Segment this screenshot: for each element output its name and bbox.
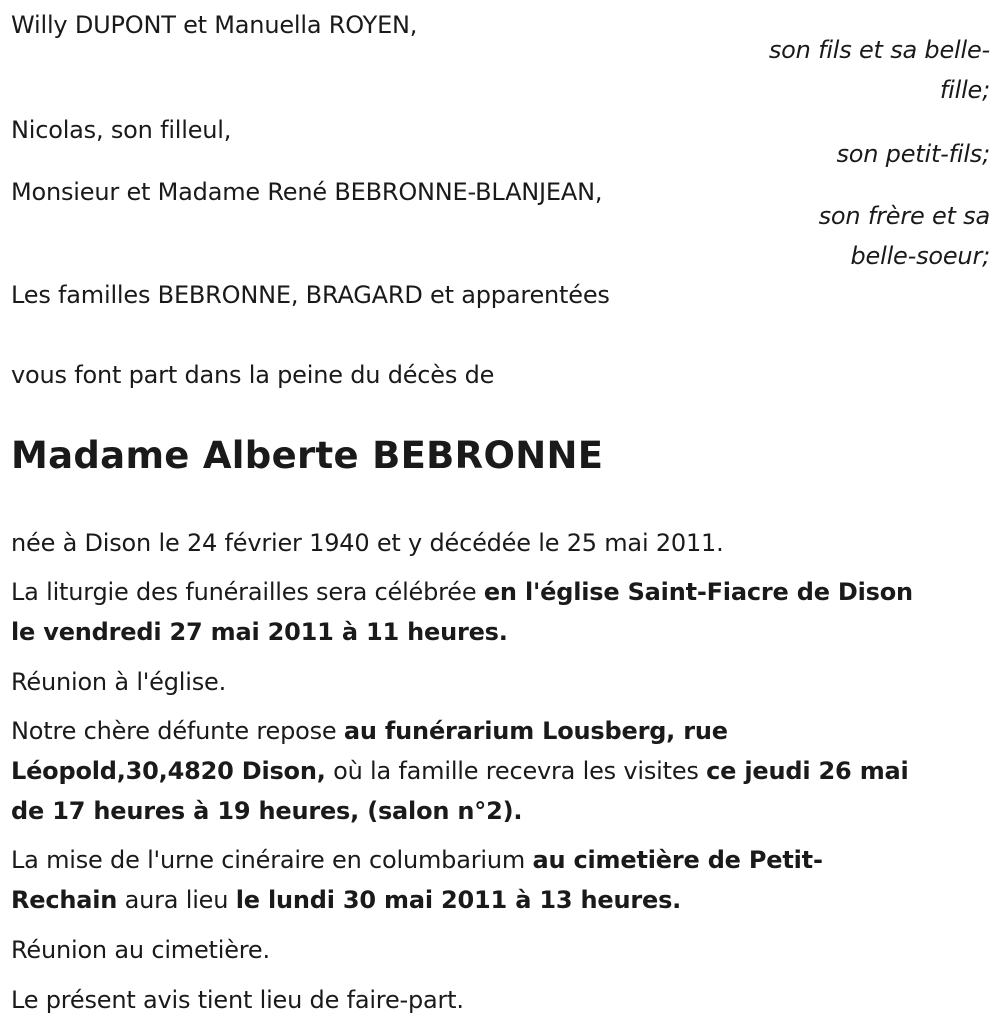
relation-son-cont: fille;	[939, 76, 990, 104]
rest-visits-date: ce jeudi 26 mai	[706, 757, 909, 785]
rest-place: au funérarium Lousberg, rue	[343, 717, 728, 745]
meeting-church: Réunion à l'église.	[11, 668, 227, 696]
rest-visits-hours: de 17 heures à 19 heures, (salon n°2).	[11, 797, 523, 825]
family-line-nicolas: Nicolas, son filleul,	[11, 116, 232, 144]
birth-death-text: née à Dison le 24 février 1940 et y décédée le 25 mai 2011.	[11, 529, 724, 557]
family-line-dupont: Willy DUPONT et Manuella ROYEN,	[11, 11, 418, 39]
relation-son: son fils et sa belle-	[768, 36, 990, 64]
announcement-text: vous font part dans la peine du décès de	[11, 361, 495, 389]
relation-brother: son frère et sa	[818, 202, 990, 230]
urn-cemetery: au cimetière de Petit-	[532, 846, 823, 874]
rest-address: Léopold,30,4820 Dison,	[11, 757, 326, 785]
urn-text-2: aura lieu	[117, 886, 236, 914]
liturgy-text: La liturgie des funérailles sera célébrée	[11, 578, 484, 606]
rest-paragraph	[11, 711, 996, 831]
rest-visits-text: où la famille recevra les visites	[325, 757, 707, 785]
urn-cemetery-cont: Rechain	[11, 886, 118, 914]
deceased-name: Madame Alberte BEBRONNE	[11, 434, 604, 477]
urn-text: La mise de l'urne cinéraire en columbarium	[11, 846, 533, 874]
liturgy-date: le vendredi 27 mai 2011 à 11 heures.	[11, 618, 508, 646]
meeting-cemetery: Réunion au cimetière.	[11, 936, 270, 964]
notice-text: Le présent avis tient lieu de faire-part.	[11, 986, 464, 1014]
liturgy-church: en l'église Saint-Fiacre de Dison	[483, 578, 913, 606]
relation-brother-cont: belle-soeur;	[850, 242, 990, 270]
rest-text: Notre chère défunte repose	[11, 717, 344, 745]
family-line-bebronne-blanjean: Monsieur et Madame René BEBRONNE-BLANJEAN,	[11, 178, 603, 206]
urn-date: le lundi 30 mai 2011 à 13 heures.	[235, 886, 682, 914]
family-line-families: Les familles BEBRONNE, BRAGARD et apparentées	[11, 281, 610, 309]
liturgy-paragraph	[11, 572, 996, 652]
urn-paragraph	[11, 840, 996, 920]
relation-grandson: son petit-fils;	[836, 140, 990, 168]
